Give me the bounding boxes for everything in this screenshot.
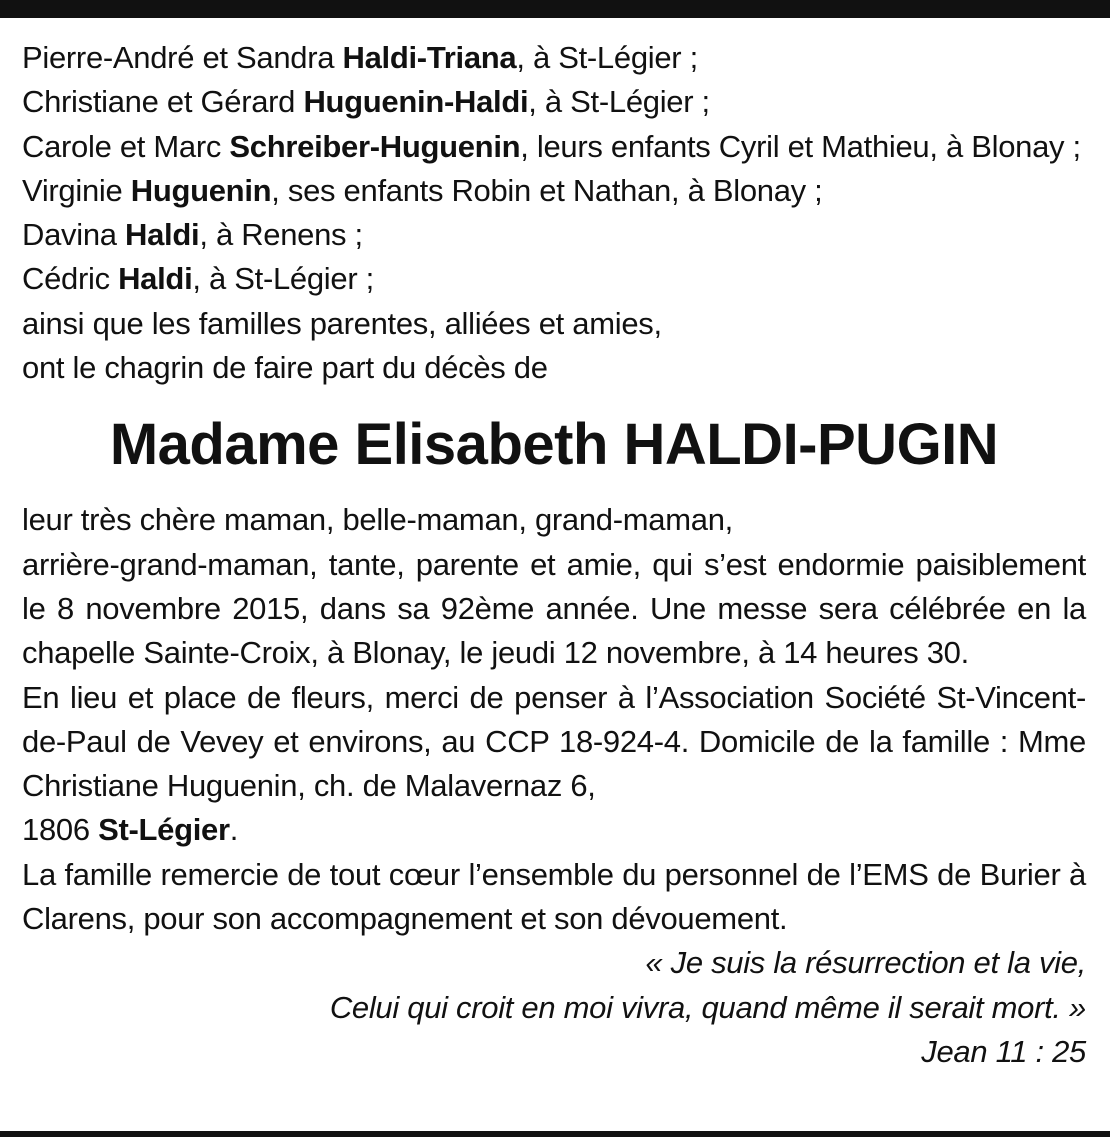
death-notice — [22, 36, 1086, 1074]
family-surname: Haldi — [125, 217, 200, 253]
bible-verse — [22, 941, 1086, 1074]
family-line-text: Davina — [22, 217, 126, 253]
body-paragraph: La famille remercie de tout cœur l’ensemble du personnel de l’EMS de Burier à Clarens, pour son accompagnement et son dévouement. — [22, 856, 1086, 937]
address-postcode: 1806 — [22, 812, 99, 848]
family-address — [22, 808, 1086, 852]
bottom-border-rule — [0, 1131, 1110, 1137]
address-end: . — [229, 812, 239, 848]
family-line-text: Virginie — [22, 172, 131, 208]
family-line — [22, 36, 1086, 80]
announcement-line: ont le chagrin de faire part du décès de — [22, 350, 548, 386]
body-paragraph: En lieu et place de fleurs, merci de penser à l’Association Société St-Vincent-de-Paul de Vevey et environs, au CCP 18-924-4. Domicile de la famille : Mme Christiane Huguenin, ch. de Malavernaz 6, — [22, 679, 1086, 804]
verse-line: « Je suis la résurrection et la vie, — [645, 945, 1086, 981]
family-line-text: , à Renens ; — [199, 217, 363, 253]
family-line-text: , à St-Légier ; — [528, 84, 710, 120]
family-line-text: Pierre-André et Sandra — [22, 40, 343, 75]
family-line-text: Carole et Marc — [22, 128, 230, 164]
family-line — [22, 257, 1086, 301]
relatives-line: ainsi que les familles parentes, alliées et amies, — [22, 305, 662, 341]
family-line-text: Christiane et Gérard — [22, 84, 304, 120]
family-line-text: , ses enfants Robin et Nathan, à Blonay ; — [271, 172, 823, 208]
family-line-text: , leurs enfants Cyril et Mathieu, à Blonay ; — [520, 128, 1081, 164]
family-line — [22, 80, 1086, 124]
family-line-text: , à St-Légier ; — [516, 40, 698, 75]
family-line — [22, 169, 1086, 213]
family-line — [22, 125, 1086, 169]
body-paragraph: arrière-grand-maman, tante, parente et amie, qui s’est endormie paisiblement le 8 novembre 2015, dans sa 92ème année. Une messe sera célébrée en la chapelle Sainte-Croix, à Blonay, le jeudi 12 novembre, à 14 heures 30. — [22, 546, 1086, 671]
verse-line: Celui qui croit en moi vivra, quand même il serait mort. » — [329, 989, 1086, 1025]
body-first-line: leur très chère maman, belle-maman, grand-maman, — [22, 502, 733, 538]
top-border-rule — [0, 0, 1110, 18]
verse-reference: Jean 11 : 25 — [921, 1033, 1086, 1069]
family-surname: Schreiber-Huguenin — [229, 128, 521, 164]
family-surname: Huguenin-Haldi — [303, 84, 529, 120]
address-town: St-Légier — [98, 812, 230, 848]
family-surname: Haldi — [118, 261, 193, 297]
family-line-text: , à St-Légier ; — [192, 261, 374, 297]
family-surname: Huguenin — [130, 172, 272, 208]
family-surname: Haldi-Triana — [342, 40, 517, 75]
family-line-text: Cédric — [22, 261, 119, 297]
deceased-name: Madame Elisabeth HALDI-PUGIN — [109, 412, 999, 478]
family-line — [22, 213, 1086, 257]
